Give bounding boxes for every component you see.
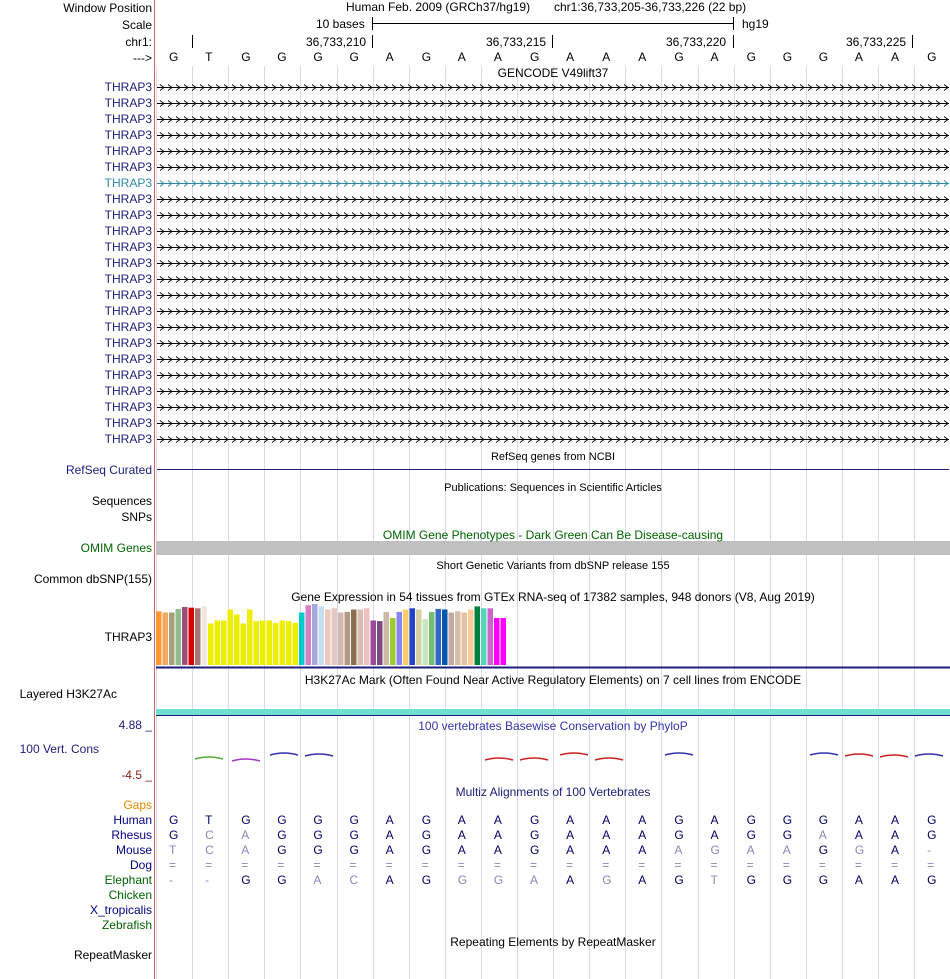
gtex-tissue-bar — [299, 613, 305, 666]
phylop-track-label[interactable]: 100 Vert. Cons — [19, 742, 99, 756]
aligned-base: = — [205, 858, 213, 872]
base-letter: A — [638, 50, 647, 64]
gencode-gene-label[interactable]: THRAP3 — [104, 336, 152, 350]
aligned-base: A — [710, 813, 719, 827]
snps-track-label[interactable]: SNPs — [121, 510, 152, 524]
aligned-base: G — [746, 813, 756, 827]
gtex-track-title: Gene Expression in 54 tissues from GTEx RNA-seq of 17382 samples, 948 donors (V8, Aug 2019) — [291, 590, 815, 604]
aligned-base: G — [457, 873, 468, 887]
aligned-base: A — [854, 813, 863, 827]
aligned-base: A — [241, 843, 250, 857]
aligned-base: A — [638, 843, 647, 857]
gtex-tissue-bar — [377, 621, 383, 665]
gtex-tissue-bar — [163, 613, 169, 666]
aligned-base: G — [674, 873, 684, 887]
gtex-tissue-bar — [273, 623, 279, 665]
gencode-gene-label[interactable]: THRAP3 — [104, 352, 152, 366]
aligned-base: = — [746, 858, 754, 872]
base-letter: A — [566, 50, 575, 64]
label-divider — [154, 0, 155, 979]
repeatmasker-track-title: Repeating Elements by RepeatMasker — [450, 935, 656, 949]
gtex-tissue-bar — [319, 606, 325, 665]
aligned-base: A — [638, 828, 647, 842]
species-label: X_tropicalis — [89, 903, 152, 917]
aligned-base: G — [818, 873, 829, 887]
gencode-gene-label[interactable]: THRAP3 — [104, 416, 152, 430]
aligned-base: A — [782, 843, 791, 857]
aligned-base: A — [385, 843, 394, 857]
gtex-tissue-bar — [312, 604, 318, 665]
aligned-base: G — [169, 828, 179, 842]
phylop-score-mark — [195, 757, 223, 759]
aligned-base: A — [854, 873, 863, 887]
gtex-tissue-bar — [221, 621, 227, 666]
gtex-tissue-bar — [332, 608, 338, 665]
gtex-tissue-bar — [488, 608, 494, 665]
region-label[interactable]: chr1:36,733,205-36,733,226 (22 bp) — [554, 0, 747, 14]
gencode-gene-label[interactable]: THRAP3 — [104, 224, 152, 238]
aligned-base: A — [493, 828, 502, 842]
chrom-label: chr1: — [125, 35, 152, 49]
aligned-base: A — [493, 843, 502, 857]
gencode-track-title: GENCODE V49lift37 — [497, 66, 609, 80]
gtex-tissue-bar — [468, 610, 474, 666]
multiz-track-title: Multiz Alignments of 100 Vertebrates — [455, 785, 651, 799]
gencode-gene-label[interactable]: THRAP3 — [104, 432, 152, 446]
aligned-base: A — [602, 828, 611, 842]
aligned-base: A — [457, 828, 466, 842]
aligned-base: = — [818, 858, 826, 872]
aligned-base: G — [710, 843, 720, 857]
gtex-tissue-bar — [182, 607, 188, 665]
aligned-base: A — [566, 813, 575, 827]
aligned-base: = — [566, 858, 574, 872]
gtex-tissue-bar — [325, 610, 331, 666]
aligned-base: G — [349, 828, 359, 842]
aligned-base: A — [674, 843, 683, 857]
dbsnp-track-label[interactable]: Common dbSNP(155) — [33, 572, 152, 586]
aligned-base: A — [818, 828, 827, 842]
aligned-base: G — [927, 828, 937, 842]
phylop-score-mark — [810, 753, 838, 755]
gtex-tissue-bar — [241, 624, 247, 666]
base-letter: T — [205, 50, 213, 64]
aligned-base: = — [891, 858, 899, 872]
aligned-base: G — [530, 843, 540, 857]
omim-gene-bar — [156, 541, 950, 555]
gtex-tissue-bar — [260, 621, 266, 666]
aligned-base: G — [349, 843, 359, 857]
phylop-score-mark — [880, 755, 908, 757]
aligned-base: G — [746, 873, 756, 887]
aligned-base: A — [710, 828, 719, 842]
aligned-base: = — [602, 858, 610, 872]
gencode-gene-label[interactable]: THRAP3 — [104, 368, 152, 382]
aligned-base: G — [349, 813, 359, 827]
base-letter: G — [277, 50, 287, 64]
aligned-base: T — [169, 843, 177, 857]
aligned-base: A — [385, 873, 394, 887]
aligned-base: A — [854, 828, 863, 842]
gtex-tissue-bar — [228, 610, 234, 666]
aligned-base: A — [385, 828, 394, 842]
scale-label: Scale — [121, 18, 152, 32]
omim-track-label[interactable]: OMIM Genes — [80, 541, 152, 555]
gtex-tissue-bar — [397, 612, 403, 665]
base-letter: A — [854, 50, 863, 64]
aligned-base: G — [313, 843, 323, 857]
phylop-score-mark — [270, 753, 298, 755]
gencode-gene-label[interactable]: THRAP3 — [104, 304, 152, 318]
aligned-base: = — [385, 858, 393, 872]
aligned-base: = — [530, 858, 538, 872]
aligned-base: G — [277, 873, 287, 887]
phylop-score-mark — [845, 754, 873, 756]
gtex-tissue-bar — [436, 609, 442, 665]
gtex-tissue-bar — [338, 613, 344, 666]
position-tick-label: 36,733,215 — [486, 35, 547, 49]
aligned-base: - — [205, 873, 210, 887]
gtex-tissue-bar — [410, 608, 416, 665]
aligned-base: G — [530, 813, 540, 827]
position-tick-label: 36,733,225 — [846, 35, 907, 49]
base-letter: A — [602, 50, 611, 64]
aligned-base: A — [493, 813, 502, 827]
gtex-tissue-bar — [169, 613, 175, 666]
aligned-base: A — [457, 843, 466, 857]
base-letter: G — [746, 50, 756, 64]
aligned-base: = — [638, 858, 646, 872]
aligned-base: G — [421, 843, 432, 857]
species-label: Rhesus — [111, 828, 152, 842]
gtex-tissue-bar — [267, 621, 273, 666]
aligned-base: T — [205, 813, 213, 827]
gtex-tissue-bar — [403, 610, 409, 666]
phylop-score-mark — [595, 758, 623, 760]
gencode-gene-label[interactable]: THRAP3 — [104, 128, 152, 142]
phylop-score-mark — [665, 753, 693, 755]
gtex-tissue-bar — [384, 612, 390, 665]
gtex-tissue-bar — [358, 610, 364, 666]
base-letter: G — [313, 50, 323, 64]
base-letter: G — [782, 50, 793, 64]
aligned-base: = — [421, 858, 429, 872]
gtex-tissue-bar — [195, 608, 201, 665]
phylop-score-mark — [915, 754, 943, 756]
gtex-tissue-bar — [345, 612, 351, 665]
base-letter: A — [493, 50, 502, 64]
gtex-tissue-bar — [351, 610, 357, 666]
gtex-tissue-bar — [306, 605, 312, 665]
species-label: Zebrafish — [101, 918, 152, 932]
base-letter: A — [710, 50, 719, 64]
aligned-base: = — [710, 858, 718, 872]
dbsnp-track-title: Short Genetic Variants from dbSNP release 155 — [436, 560, 670, 572]
base-letter: G — [927, 50, 937, 64]
base-letter: G — [818, 50, 829, 64]
gtex-tissue-bar — [254, 621, 260, 665]
gtex-tissue-bar — [501, 618, 507, 665]
aligned-base: G — [818, 843, 829, 857]
aligned-base: G — [674, 813, 684, 827]
species-label: Mouse — [115, 843, 152, 857]
gencode-gene-label[interactable]: THRAP3 — [104, 288, 152, 302]
repeatmasker-track-label[interactable]: RepeatMasker — [73, 948, 152, 962]
aligned-base: G — [421, 873, 432, 887]
aligned-base: G — [241, 813, 251, 827]
position-tick-label: 36,733,210 — [306, 35, 367, 49]
gencode-gene-label[interactable]: THRAP3 — [104, 192, 152, 206]
phylop-score-mark — [520, 758, 548, 760]
aligned-base: = — [782, 858, 790, 872]
base-letter: G — [421, 50, 432, 64]
aligned-base: A — [891, 813, 900, 827]
aligned-base: C — [349, 873, 359, 887]
aligned-base: G — [602, 873, 612, 887]
aligned-base: G — [927, 873, 937, 887]
gencode-gene-label[interactable]: THRAP3 — [104, 112, 152, 126]
gtex-track-label[interactable]: THRAP3 — [104, 630, 152, 644]
aligned-base: G — [277, 828, 287, 842]
gtex-tissue-bar — [390, 618, 396, 665]
aligned-base: G — [674, 828, 684, 842]
aligned-base: C — [205, 828, 214, 842]
aligned-base: - — [927, 843, 932, 857]
phylop-score-mark — [232, 759, 260, 761]
gtex-tissue-bar — [247, 610, 253, 666]
gtex-tissue-bar — [156, 611, 162, 665]
phylop-score-mark — [485, 758, 513, 760]
scale-assembly-label: hg19 — [742, 17, 769, 31]
aligned-base: = — [674, 858, 682, 872]
pubs-track-title: Publications: Sequences in Scientific Articles — [444, 482, 662, 494]
aligned-base: A — [891, 843, 900, 857]
aligned-base: G — [854, 843, 865, 857]
species-label: Elephant — [104, 873, 152, 887]
aligned-base: G — [421, 828, 432, 842]
base-letter: G — [674, 50, 684, 64]
base-letter: G — [169, 50, 179, 64]
window-position-label: Window Position — [63, 1, 152, 15]
aligned-base: = — [457, 858, 465, 872]
gencode-gene-label[interactable]: THRAP3 — [104, 320, 152, 334]
sequences-track-label[interactable]: Sequences — [91, 494, 152, 508]
base-letter: A — [891, 50, 900, 64]
gtex-tissue-bar — [208, 624, 214, 666]
position-tick-label: 36,733,220 — [666, 35, 727, 49]
phylop-score-mark — [560, 753, 588, 755]
h3k27ac-track-label[interactable]: Layered H3K27Ac — [19, 687, 117, 701]
base-letter: G — [241, 50, 251, 64]
gtex-tissue-bar — [423, 619, 429, 665]
gtex-tissue-bar — [429, 612, 435, 665]
gtex-tissue-bar — [455, 611, 461, 665]
base-letter: G — [349, 50, 359, 64]
gtex-tissue-bar — [189, 608, 195, 665]
gtex-tissue-bar — [286, 621, 292, 665]
omim-track-title: OMIM Gene Phenotypes - Dark Green Can Be Disease-causing — [382, 528, 724, 542]
aligned-base: = — [277, 858, 285, 872]
refseq-track-title: RefSeq genes from NCBI — [490, 451, 616, 463]
gtex-tissue-bar — [234, 614, 240, 665]
refseq-track-label[interactable]: RefSeq Curated — [65, 463, 152, 477]
base-letter: G — [530, 50, 540, 64]
gtex-tissue-bar — [449, 613, 455, 666]
gencode-gene-label[interactable]: THRAP3 — [104, 240, 152, 254]
aligned-base: G — [313, 828, 323, 842]
aligned-base: = — [169, 858, 177, 872]
phylop-score-mark — [305, 754, 333, 756]
strand-label: ---> — [133, 51, 152, 65]
h3k27ac-signal — [156, 709, 950, 715]
species-label: Chicken — [108, 888, 152, 902]
phylop-min-label: -4.5 _ — [121, 768, 152, 782]
gtex-tissue-bar — [364, 608, 370, 665]
gtex-tissue-bar — [280, 621, 286, 666]
aligned-base: G — [746, 828, 756, 842]
base-letter: A — [457, 50, 466, 64]
aligned-base: A — [746, 843, 755, 857]
aligned-base: G — [782, 873, 793, 887]
aligned-base: A — [638, 813, 647, 827]
base-letter: A — [385, 50, 394, 64]
gencode-gene-label[interactable]: THRAP3 — [104, 80, 152, 94]
gtex-tissue-bar — [293, 623, 299, 665]
gtex-tissue-bar — [494, 618, 500, 665]
h3k27ac-track-title: H3K27Ac Mark (Often Found Near Active Regulatory Elements) on 7 cell lines from ENCODE — [304, 673, 802, 687]
gtex-tissue-bar — [416, 610, 422, 666]
aligned-base: A — [891, 828, 900, 842]
aligned-base: = — [349, 858, 357, 872]
phylop-track-title: 100 vertebrates Basewise Conservation by PhyloP — [418, 719, 688, 733]
gtex-tissue-bar — [202, 606, 208, 665]
scale-bases-label: 10 bases — [316, 17, 365, 31]
aligned-base: - — [169, 873, 173, 887]
gencode-gene-label[interactable]: THRAP3 — [104, 272, 152, 286]
aligned-base: = — [313, 858, 321, 872]
aligned-base: G — [493, 873, 504, 887]
aligned-base: T — [710, 873, 718, 887]
assembly-title: Human Feb. 2009 (GRCh37/hg19) — [346, 0, 531, 14]
gtex-tissue-bar — [481, 608, 487, 665]
aligned-base: G — [782, 828, 793, 842]
aligned-base: A — [530, 873, 539, 887]
aligned-base: G — [818, 813, 829, 827]
gtex-tissue-bar — [442, 610, 448, 666]
aligned-base: G — [313, 813, 323, 827]
aligned-base: = — [854, 858, 862, 872]
gencode-gene-label[interactable]: THRAP3 — [104, 208, 152, 222]
gtex-tissue-bar — [475, 606, 481, 665]
aligned-base: A — [566, 873, 575, 887]
aligned-base: = — [927, 858, 935, 872]
aligned-base: A — [566, 843, 575, 857]
gtex-tissue-bar — [462, 613, 468, 666]
aligned-base: G — [277, 843, 287, 857]
aligned-base: = — [493, 858, 501, 872]
aligned-base: A — [566, 828, 575, 842]
gaps-label: Gaps — [123, 798, 152, 812]
gencode-gene-label[interactable]: THRAP3 — [104, 176, 152, 190]
gencode-gene-label[interactable]: THRAP3 — [104, 400, 152, 414]
gtex-tissue-bar — [176, 609, 182, 665]
aligned-base: A — [313, 873, 322, 887]
aligned-base: G — [241, 873, 251, 887]
phylop-max-label: 4.88 _ — [118, 718, 152, 732]
aligned-base: G — [927, 813, 937, 827]
aligned-base: G — [530, 828, 540, 842]
gencode-gene-label[interactable]: THRAP3 — [104, 96, 152, 110]
gencode-gene-label[interactable]: THRAP3 — [104, 256, 152, 270]
aligned-base: A — [457, 813, 466, 827]
aligned-base: A — [602, 843, 611, 857]
aligned-base: A — [241, 828, 250, 842]
species-label: Dog — [129, 858, 152, 872]
aligned-base: C — [205, 843, 214, 857]
aligned-base: G — [169, 813, 179, 827]
aligned-base: A — [602, 813, 611, 827]
aligned-base: G — [782, 813, 793, 827]
aligned-base: G — [421, 813, 432, 827]
aligned-base: = — [241, 858, 249, 872]
aligned-base: G — [277, 813, 287, 827]
aligned-base: A — [891, 873, 900, 887]
gencode-gene-label[interactable]: THRAP3 — [104, 144, 152, 158]
gencode-gene-label[interactable]: THRAP3 — [104, 384, 152, 398]
gtex-tissue-bar — [215, 621, 221, 666]
gtex-tissue-bar — [371, 621, 377, 666]
species-label: Human — [113, 813, 152, 827]
gencode-gene-label[interactable]: THRAP3 — [104, 160, 152, 174]
aligned-base: A — [385, 813, 394, 827]
aligned-base: A — [638, 873, 647, 887]
